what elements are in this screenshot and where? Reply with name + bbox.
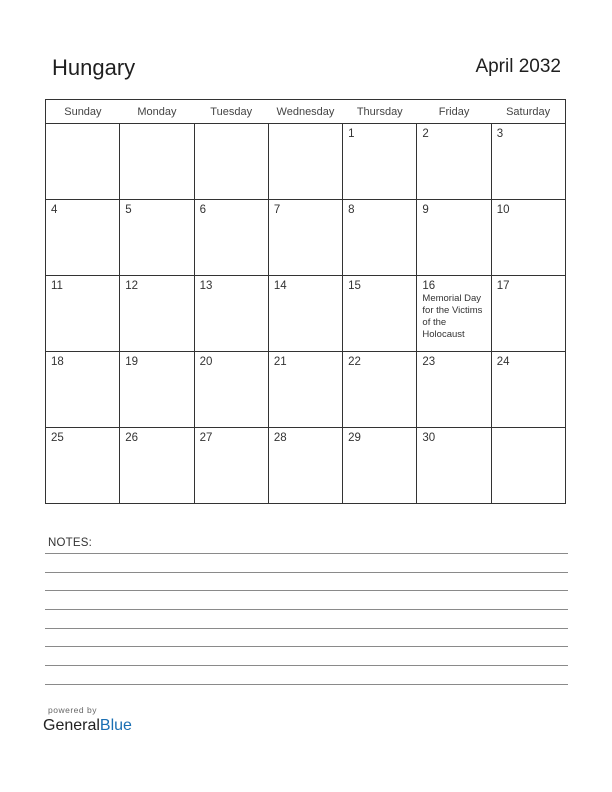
day-number: 28 bbox=[273, 432, 287, 444]
day-cell bbox=[120, 276, 194, 352]
day-number: 8 bbox=[348, 204, 355, 216]
day-cell bbox=[491, 200, 565, 276]
day-number: 21 bbox=[273, 356, 287, 368]
week-row bbox=[46, 276, 566, 352]
day-cell bbox=[268, 200, 342, 276]
brand-general: General bbox=[43, 717, 100, 734]
day-cell bbox=[194, 124, 268, 200]
day-cell bbox=[268, 428, 342, 504]
week-row bbox=[46, 124, 566, 200]
notes-line bbox=[45, 628, 568, 629]
day-number: 4 bbox=[51, 204, 58, 216]
generalblue-logo bbox=[43, 717, 132, 735]
day-cell bbox=[120, 428, 194, 504]
day-cell bbox=[46, 124, 120, 200]
day-cell bbox=[46, 428, 120, 504]
notes-line bbox=[45, 665, 568, 666]
day-cell bbox=[417, 428, 491, 504]
day-number: 9 bbox=[422, 204, 429, 216]
day-cell bbox=[417, 352, 491, 428]
day-number: 19 bbox=[125, 356, 139, 368]
day-number: 23 bbox=[422, 356, 436, 368]
holiday-label: Memorial Day for the Victims of the Holocaust bbox=[422, 293, 483, 340]
weekday-header: Tuesday bbox=[194, 100, 268, 124]
weekday-header: Wednesday bbox=[268, 100, 342, 124]
day-number: 1 bbox=[348, 128, 355, 140]
day-number: 7 bbox=[273, 204, 281, 216]
day-number: 17 bbox=[496, 280, 510, 292]
day-cell bbox=[491, 276, 565, 352]
day-number: 30 bbox=[422, 432, 436, 444]
week-row bbox=[46, 200, 566, 276]
weekday-header: Sunday bbox=[46, 100, 120, 124]
calendar-country-title: Hungary bbox=[52, 55, 136, 80]
notes-line bbox=[45, 646, 568, 647]
day-cell bbox=[268, 352, 342, 428]
day-number: 27 bbox=[199, 432, 213, 444]
day-cell bbox=[343, 200, 417, 276]
notes-label: NOTES: bbox=[48, 537, 93, 549]
day-number: 15 bbox=[348, 280, 361, 292]
day-number: 14 bbox=[273, 280, 287, 292]
weekday-header: Friday bbox=[417, 100, 491, 124]
weekday-header-row bbox=[46, 100, 566, 124]
day-cell bbox=[268, 276, 342, 352]
weekday-header: Thursday bbox=[343, 100, 417, 124]
day-number: 5 bbox=[125, 204, 132, 216]
day-cell bbox=[46, 352, 120, 428]
weekday-header: Monday bbox=[120, 100, 194, 124]
powered-by-text: powered by bbox=[48, 705, 97, 715]
notes-line bbox=[45, 590, 568, 591]
day-number: 20 bbox=[199, 356, 213, 368]
day-cell bbox=[343, 428, 417, 504]
brand-blue: Blue bbox=[99, 717, 132, 734]
day-number: 2 bbox=[422, 128, 429, 140]
day-number: 25 bbox=[51, 432, 64, 444]
day-number: 26 bbox=[125, 432, 139, 444]
day-cell bbox=[194, 428, 268, 504]
day-cell bbox=[46, 200, 120, 276]
day-cell bbox=[343, 352, 417, 428]
day-cell bbox=[491, 352, 565, 428]
notes-line bbox=[45, 684, 568, 685]
day-number: 3 bbox=[496, 128, 504, 140]
day-number: 29 bbox=[348, 432, 361, 444]
day-number: 10 bbox=[496, 204, 510, 216]
day-number: 18 bbox=[51, 356, 64, 368]
week-row bbox=[46, 428, 566, 504]
day-cell bbox=[343, 276, 417, 352]
day-number: 24 bbox=[496, 356, 510, 368]
day-cell bbox=[417, 276, 491, 352]
day-number: 11 bbox=[51, 280, 63, 292]
day-cell bbox=[46, 276, 120, 352]
day-number: 13 bbox=[199, 280, 213, 292]
day-cell bbox=[491, 124, 565, 200]
day-cell bbox=[120, 124, 194, 200]
day-number: 22 bbox=[348, 356, 361, 368]
day-cell bbox=[120, 352, 194, 428]
day-cell bbox=[268, 124, 342, 200]
day-cell bbox=[343, 124, 417, 200]
notes-line bbox=[45, 609, 568, 610]
day-cell bbox=[194, 352, 268, 428]
day-number: 6 bbox=[199, 204, 206, 216]
weekday-header: Saturday bbox=[491, 100, 565, 124]
day-cell bbox=[491, 428, 565, 504]
day-cell bbox=[417, 200, 491, 276]
calendar-grid bbox=[45, 99, 566, 504]
day-cell bbox=[194, 276, 268, 352]
week-row bbox=[46, 352, 566, 428]
notes-line bbox=[45, 572, 568, 573]
day-cell bbox=[120, 200, 194, 276]
day-cell bbox=[194, 200, 268, 276]
notes-line bbox=[45, 553, 568, 554]
day-number: 16 bbox=[422, 280, 436, 292]
day-number: 12 bbox=[125, 280, 139, 292]
day-cell bbox=[417, 124, 491, 200]
calendar-month-title: April 2032 bbox=[475, 56, 561, 77]
